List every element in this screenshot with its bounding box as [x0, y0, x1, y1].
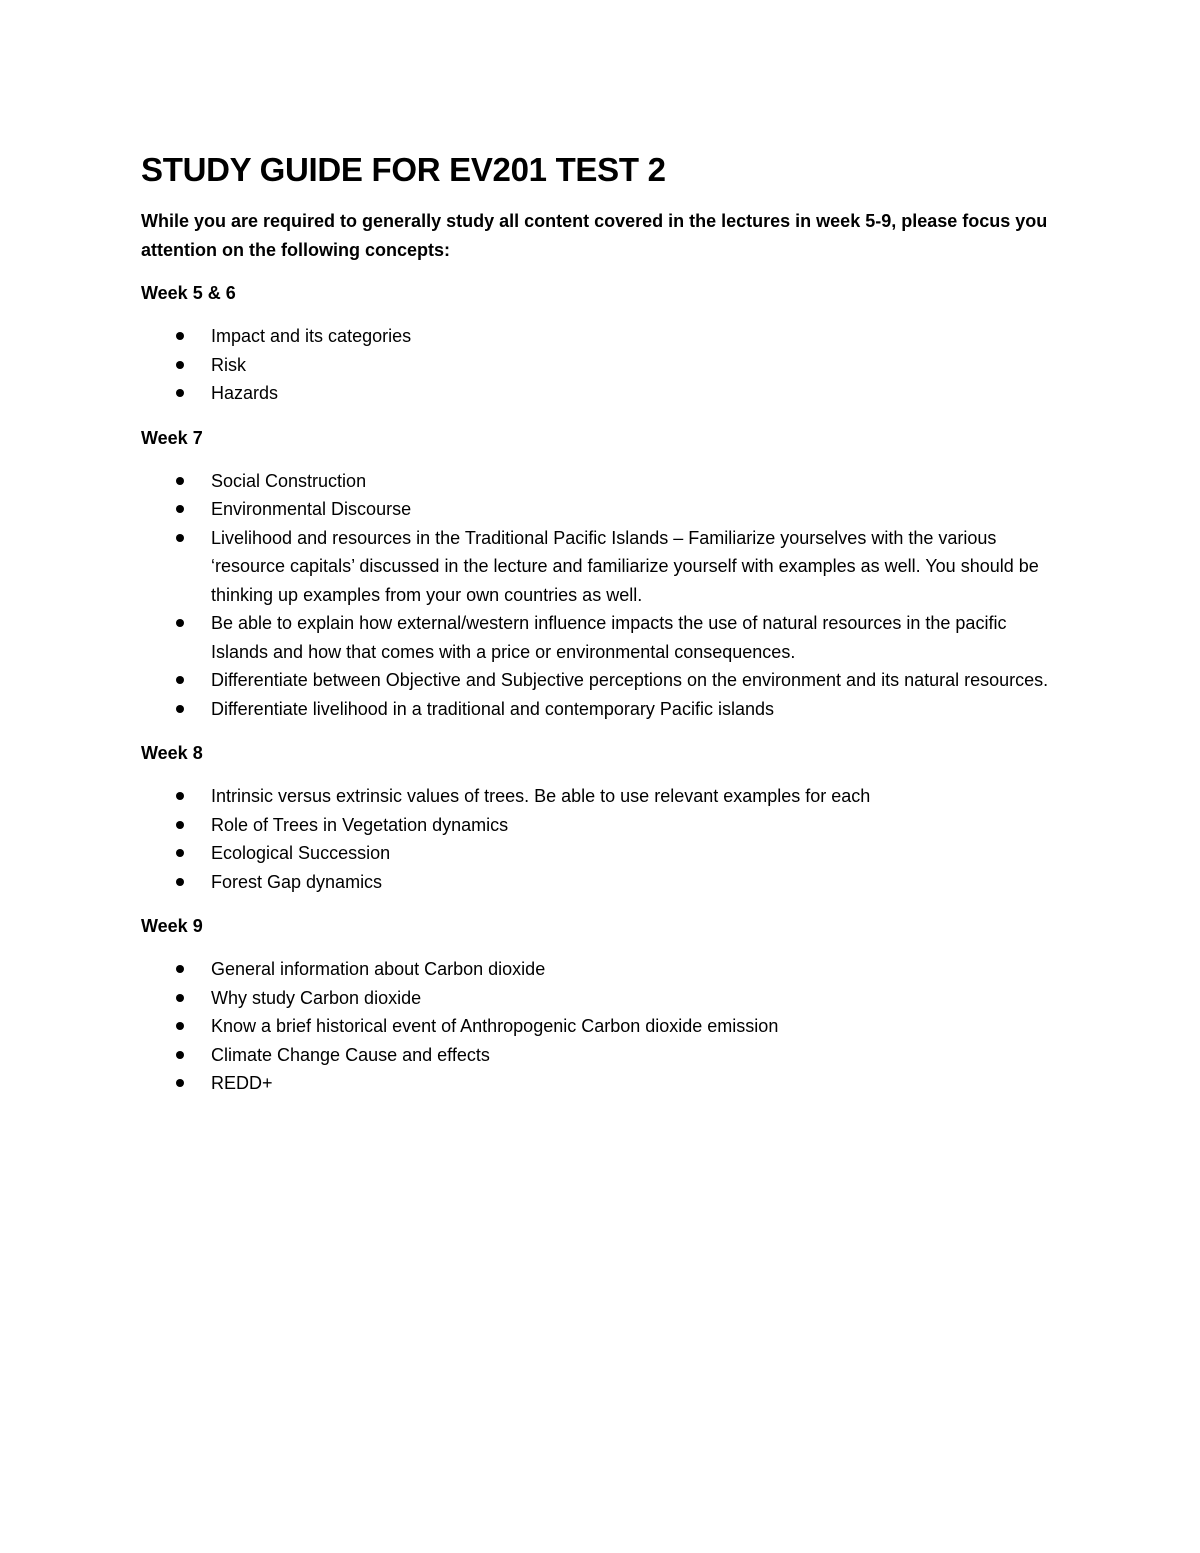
bullet-icon: [176, 878, 184, 886]
list-item-text: Why study Carbon dioxide: [211, 987, 422, 1008]
list-item: [141, 351, 1061, 380]
list-item: [141, 495, 1061, 524]
list-item: [141, 955, 1061, 984]
section-week-5-6: [141, 279, 1061, 408]
list-item: [141, 1041, 1061, 1070]
list-item: [141, 811, 1061, 840]
list-item-text: Differentiate between Objective and Subjective perceptions on the environment and its natural resources.: [211, 670, 1049, 690]
bullet-icon: [176, 534, 184, 542]
section-week-7: [141, 424, 1061, 724]
list-item: [141, 839, 1061, 868]
list-item-text: Ecological Succession: [211, 843, 391, 863]
bullet-icon: [176, 1022, 184, 1030]
list-item: [141, 322, 1061, 351]
week-heading: Week 7: [141, 427, 203, 448]
list-item: [141, 609, 1061, 666]
list-item: [141, 868, 1061, 897]
section-week-8: [141, 739, 1061, 896]
bullet-icon: [176, 619, 184, 627]
list-item: [141, 1012, 1061, 1041]
bullet-icon: [176, 849, 184, 857]
bullet-icon: [176, 705, 184, 713]
bullet-icon: [176, 1079, 184, 1087]
bullet-icon: [176, 676, 184, 684]
bullet-icon: [176, 361, 184, 369]
list-item-text: Impact and its categories: [211, 326, 412, 346]
bullet-icon: [176, 965, 184, 973]
list-item: [141, 1069, 1061, 1098]
section-week-9: [141, 912, 1061, 1098]
list-item-text: Climate Change Cause and effects: [211, 1044, 490, 1065]
week-heading: Week 8: [141, 743, 203, 763]
list-item-text: Be able to explain how external/western influence impacts the use of natural resources in the pacific Islands and how that comes with a price or environmental consequences.: [211, 613, 1007, 662]
list-item-text: Role of Trees in Vegetation dynamics: [211, 814, 509, 835]
list-item-text: Environmental Discourse: [211, 499, 412, 519]
bullet-icon: [176, 477, 184, 485]
intro-paragraph: While you are required to generally study all content covered in the lectures in week 5-9, please focus you attention on the following concepts:: [141, 211, 1048, 260]
list-item-text: Livelihood and resources in the Traditional Pacific Islands – Familiarize yourselves with the various ‘resource capitals’ discussed in the lecture and familiarize yourself with examples as well. You should be thinking up examples from your own countries as well.: [211, 527, 1039, 605]
bullet-list: [141, 467, 1061, 724]
bullet-icon: [176, 792, 184, 800]
list-item-text: Differentiate livelihood in a traditional and contemporary Pacific islands: [211, 698, 774, 719]
list-item-text: Hazards: [211, 383, 279, 403]
list-item-text: Know a brief historical event of Anthropogenic Carbon dioxide emission: [211, 1016, 779, 1036]
bullet-list: [141, 782, 1061, 896]
bullet-icon: [176, 1051, 184, 1059]
list-item: [141, 524, 1061, 610]
list-item: [141, 695, 1061, 724]
week-heading: Week 5 & 6: [141, 283, 236, 303]
list-item-text: Intrinsic versus extrinsic values of trees. Be able to use relevant examples for each: [211, 786, 871, 806]
week-heading: Week 9: [141, 916, 203, 936]
bullet-icon: [176, 505, 184, 513]
list-item: [141, 984, 1061, 1013]
list-item-text: Social Construction: [211, 470, 367, 491]
list-item-text: General information about Carbon dioxide: [211, 959, 546, 979]
list-item-text: REDD+: [211, 1073, 273, 1093]
list-item: [141, 782, 1061, 811]
list-item: [141, 379, 1061, 408]
list-item: [141, 666, 1061, 695]
list-item: [141, 467, 1061, 496]
document-page: [141, 148, 1061, 1098]
bullet-icon: [176, 821, 184, 829]
bullet-list: [141, 322, 1061, 408]
bullet-icon: [176, 332, 184, 340]
bullet-icon: [176, 994, 184, 1002]
list-item-text: Forest Gap dynamics: [211, 871, 383, 892]
list-item-text: Risk: [211, 354, 246, 375]
bullet-list: [141, 955, 1061, 1098]
page-title: STUDY GUIDE FOR EV201 TEST 2: [141, 151, 666, 188]
bullet-icon: [176, 389, 184, 397]
